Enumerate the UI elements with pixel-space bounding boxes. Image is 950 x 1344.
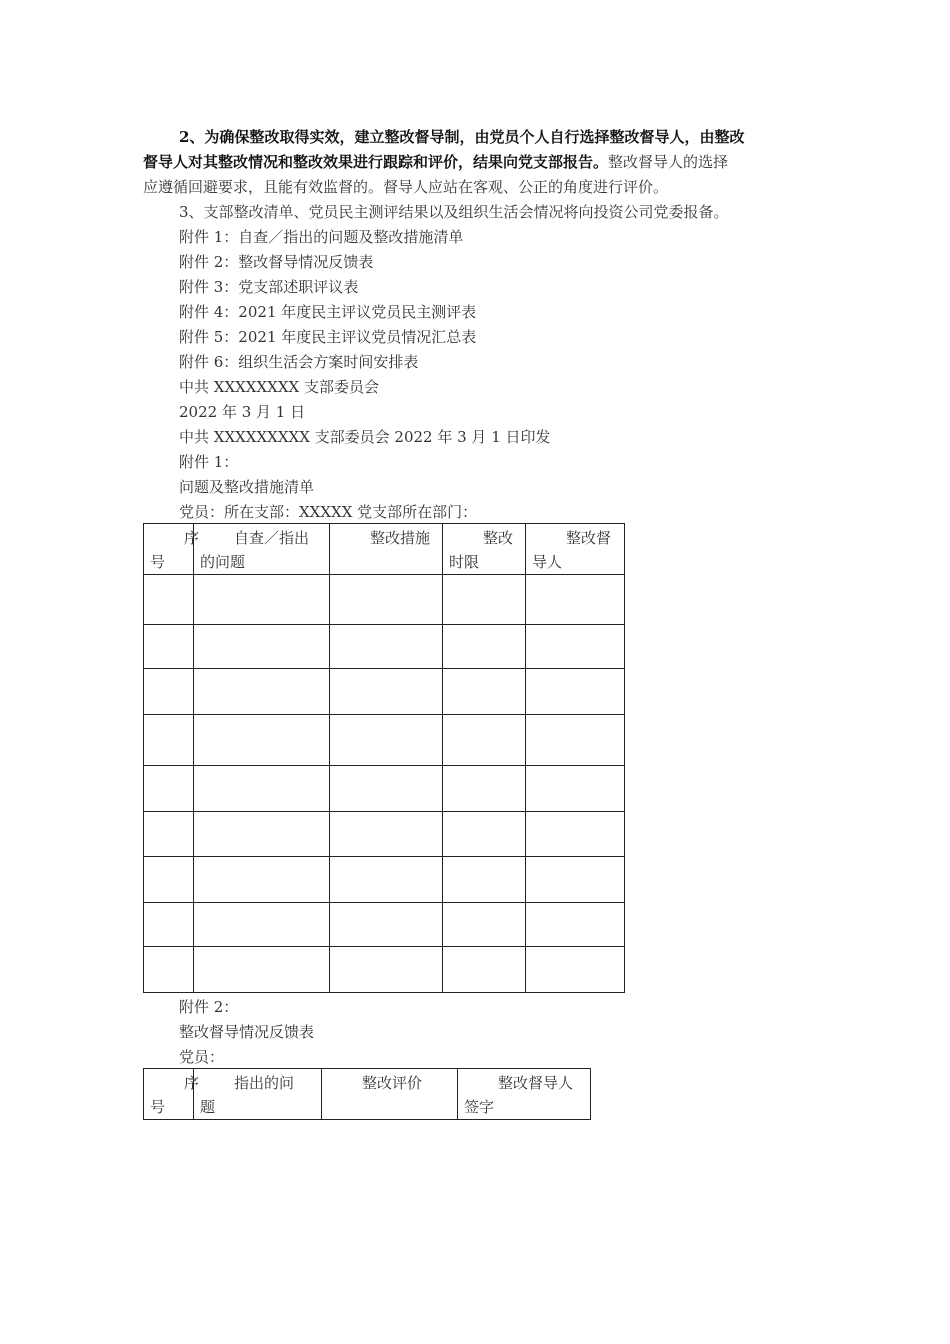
attachment-item: 附件 1：自查／指出的问题及整改措施清单: [179, 228, 464, 246]
header-cell: 整改 时限: [443, 524, 526, 575]
header-cell: 自查／指出 的问题: [194, 524, 330, 575]
header-cell: 整改措施: [330, 524, 443, 575]
attachment-item: 附件 3：党支部述职评议表: [179, 278, 359, 296]
para3: 3、支部整改清单、党员民主测评结果以及组织生活会情况将向投资公司党委报备。: [179, 203, 729, 221]
para2-line2-bold: 督导人对其整改情况和整改效果进行跟踪和评价，结果向党支部报告。: [143, 153, 609, 171]
header-cell: 整改督导人 签字: [458, 1069, 591, 1120]
annex1-title: 问题及整改措施清单: [179, 478, 315, 496]
sign-org: 中共 XXXXXXXX 支部委员会: [179, 378, 379, 396]
table-header-row: [144, 1069, 591, 1120]
supervision-feedback-table: [143, 1068, 591, 1120]
table-row: [144, 947, 625, 993]
print-line: 中共 XXXXXXXXX 支部委员会 2022 年 3 月 1 日印发: [179, 428, 551, 446]
table-row: [144, 625, 625, 669]
table-header-row: [144, 524, 625, 575]
table-row: [144, 903, 625, 947]
header-cell: 整改评价: [322, 1069, 458, 1120]
annex1-member-line: 党员：所在支部：XXXXX 党支部所在部门：: [179, 503, 478, 521]
attachment-item: 附件 5：2021 年度民主评议党员情况汇总表: [179, 328, 477, 346]
table-row: [144, 766, 625, 812]
attachment-item: 附件 2：整改督导情况反馈表: [179, 253, 374, 271]
header-cell: 序 号: [144, 1069, 194, 1120]
para2-line3: 应遵循回避要求，且能有效监督的。督导人应站在客观、公正的角度进行评价。: [143, 178, 669, 196]
rectification-table: [143, 523, 625, 993]
attachment-item: 附件 4：2021 年度民主评议党员民主测评表: [179, 303, 477, 321]
para2-line1: 2、为确保整改取得实效，建立整改督导制，由党员个人自行选择整改督导人，由整改: [179, 128, 745, 146]
table-row: [144, 575, 625, 625]
annex1-label: 附件 1：: [179, 453, 239, 471]
para2-line2-normal: 整改督导人的选择: [608, 153, 729, 171]
table-row: [144, 669, 625, 715]
table-row: [144, 715, 625, 766]
annex2-member-line: 党员：: [179, 1048, 225, 1066]
sign-date: 2022 年 3 月 1 日: [179, 403, 306, 421]
annex2-label: 附件 2：: [179, 998, 239, 1016]
table-row: [144, 857, 625, 903]
header-cell: 指出的问 题: [194, 1069, 322, 1120]
annex2-title: 整改督导情况反馈表: [179, 1023, 315, 1041]
para2-line2: [143, 150, 728, 175]
table-row: [144, 812, 625, 857]
header-cell: 整改督 导人: [526, 524, 625, 575]
attachment-item: 附件 6：组织生活会方案时间安排表: [179, 353, 419, 371]
header-cell: 序 号: [144, 524, 194, 575]
